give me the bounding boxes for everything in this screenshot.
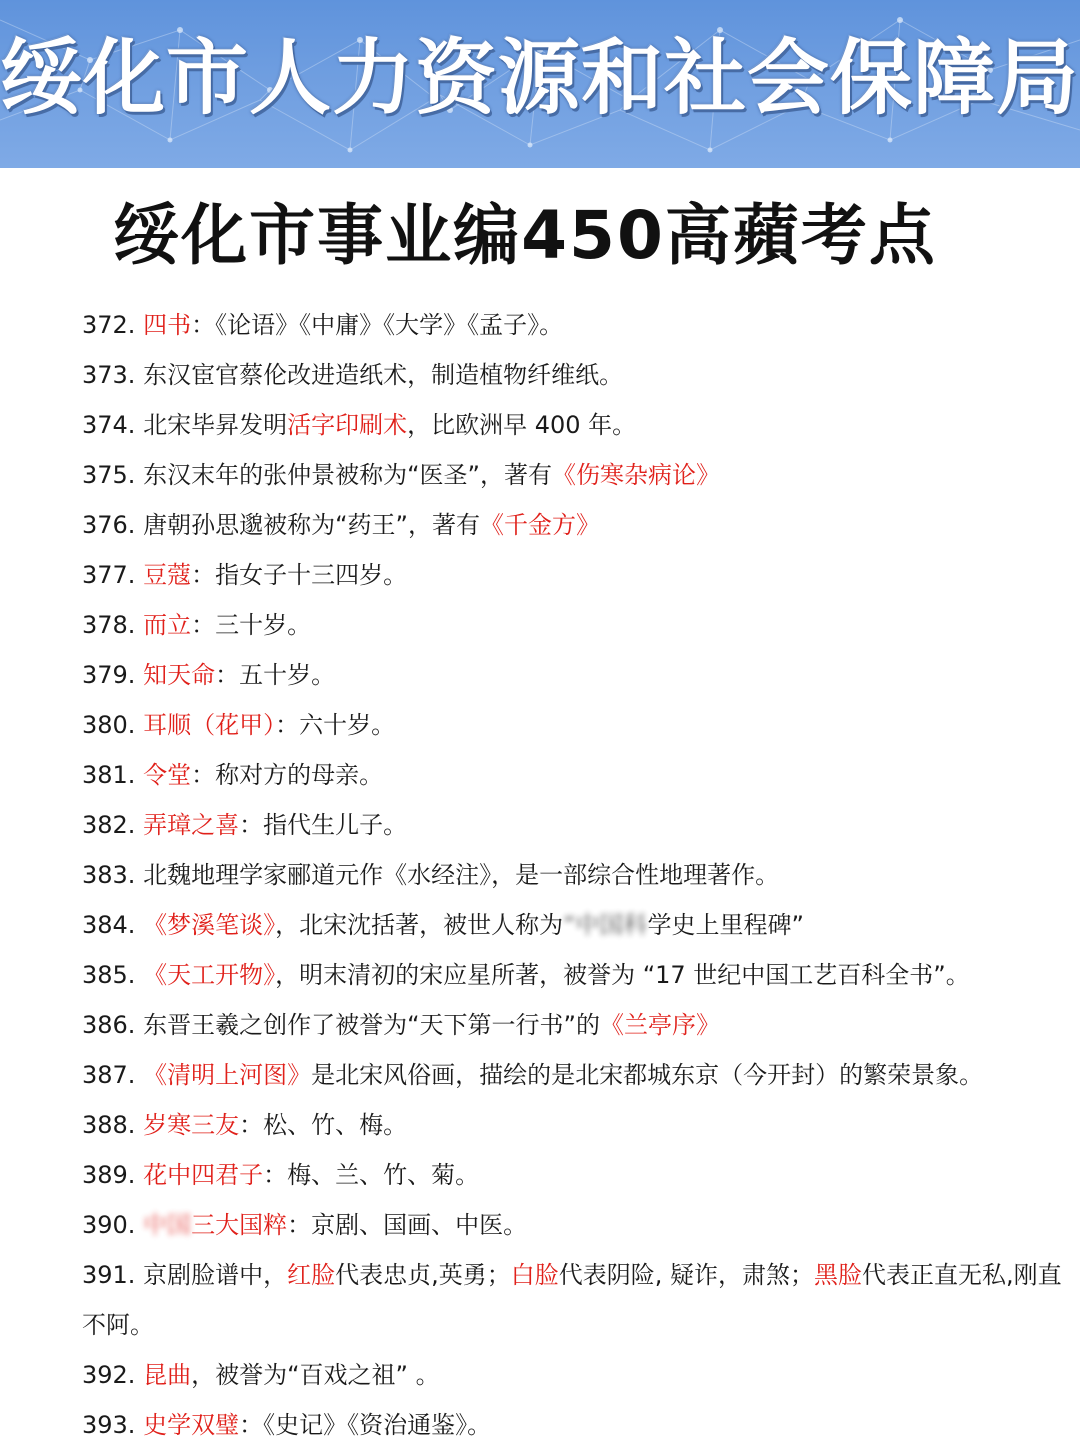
highlighted-term: 令堂 xyxy=(143,761,192,789)
highlighted-term: 弄璋之喜 xyxy=(143,811,240,839)
item-text: ，北宋沈括著，被世人称为 xyxy=(275,911,564,939)
highlighted-term: 《千金方》 xyxy=(479,511,600,539)
list-item xyxy=(82,600,1080,650)
item-number: 385. xyxy=(82,961,144,989)
list-item xyxy=(82,1200,1080,1250)
item-text: 是北宋风俗画，描绘的是北宋都城东京（今开封）的繁荣景象。 xyxy=(311,1061,984,1089)
highlighted-term: 白脸 xyxy=(510,1261,559,1289)
item-text: 北魏地理学家郦道元作《水经注》，是一部综合性地理著作。 xyxy=(143,861,780,889)
item-text: 东汉末年的张仲景被称为“医圣”，著有 xyxy=(143,461,552,489)
list-item xyxy=(82,700,1080,750)
item-number: 391. xyxy=(82,1261,144,1289)
item-number: 379. xyxy=(82,661,144,689)
highlighted-term: 史学双璧 xyxy=(143,1411,240,1439)
highlighted-term: 花中四君子 xyxy=(143,1161,264,1189)
item-number: 375. xyxy=(82,461,144,489)
list-item xyxy=(82,1050,1080,1100)
list-item xyxy=(82,900,1080,950)
item-number: 381. xyxy=(82,761,144,789)
item-text: 代表忠贞,英勇； xyxy=(335,1261,511,1289)
item-text: ：京剧、国画、中医。 xyxy=(287,1211,528,1239)
highlighted-term: 昆曲 xyxy=(143,1361,192,1389)
item-number: 390. xyxy=(82,1211,144,1239)
list-item xyxy=(82,450,1080,500)
item-number: 376. xyxy=(82,511,144,539)
item-number: 393. xyxy=(82,1411,144,1439)
item-text: ：称对方的母亲。 xyxy=(191,761,384,789)
item-number: 383. xyxy=(82,861,144,889)
item-text: 代表阴险, 疑诈，肃煞； xyxy=(558,1261,814,1289)
list-item xyxy=(82,950,1080,1000)
item-text: ：《史记》《资治通鉴》。 xyxy=(239,1411,492,1439)
item-text: 东汉宦官蔡伦改进造纸术，制造植物纤维纸。 xyxy=(143,361,624,389)
highlighted-term: 《梦溪笔谈》 xyxy=(143,911,276,939)
item-number: 378. xyxy=(82,611,144,639)
list-item xyxy=(82,1250,1080,1350)
item-text: ：《论语》《中庸》《大学》《孟子》。 xyxy=(191,311,564,339)
item-number: 388. xyxy=(82,1111,144,1139)
list-item xyxy=(82,750,1080,800)
highlighted-term: 红脸 xyxy=(287,1261,336,1289)
item-text: 代表正直无私,刚直不阿。 xyxy=(82,1261,1062,1339)
item-text: ，明末清初的宋应星所著，被誉为 “17 世纪中国工艺百科全书”。 xyxy=(275,961,970,989)
item-number: 389. xyxy=(82,1161,144,1189)
highlighted-term: 三大国粹 xyxy=(191,1211,288,1239)
list-item xyxy=(82,1150,1080,1200)
item-number: 386. xyxy=(82,1011,144,1039)
item-text: “中国科 xyxy=(563,911,648,939)
item-number: 382. xyxy=(82,811,144,839)
highlighted-term: 《伤寒杂病论》 xyxy=(551,461,720,489)
item-text: 唐朝孙思邈被称为“药王”，著有 xyxy=(143,511,480,539)
list-item xyxy=(82,500,1080,550)
list-item xyxy=(82,400,1080,450)
list-item xyxy=(82,800,1080,850)
highlighted-term: 豆蔻 xyxy=(143,561,192,589)
highlighted-term: 四书 xyxy=(143,311,192,339)
item-number: 372. xyxy=(82,311,144,339)
item-number: 374. xyxy=(82,411,144,439)
item-text: ：指女子十三四岁。 xyxy=(191,561,408,589)
item-text: ：指代生儿子。 xyxy=(239,811,408,839)
highlighted-term: 耳顺（花甲） xyxy=(143,711,276,739)
banner-title: 绥化市人力资源和社会保障局 xyxy=(0,31,1080,126)
item-number: 384. xyxy=(82,911,144,939)
item-text: ：三十岁。 xyxy=(191,611,312,639)
highlighted-term: 《兰亭序》 xyxy=(599,1011,720,1039)
list-item xyxy=(82,850,1080,900)
highlighted-term: 《清明上河图》 xyxy=(143,1061,312,1089)
item-number: 392. xyxy=(82,1361,144,1389)
item-text: 学史上里程碑” xyxy=(647,911,804,939)
list-item xyxy=(82,300,1080,350)
item-text: 京剧脸谱中， xyxy=(143,1261,288,1289)
list-item xyxy=(82,550,1080,600)
item-text: ：六十岁。 xyxy=(275,711,396,739)
highlighted-term: 知天命 xyxy=(143,661,216,689)
list-item xyxy=(82,350,1080,400)
list-item xyxy=(82,1000,1080,1050)
item-text: 东晋王羲之创作了被誉为“天下第一行书”的 xyxy=(143,1011,600,1039)
list-item xyxy=(82,1400,1080,1450)
item-number: 373. xyxy=(82,361,144,389)
list-item xyxy=(82,1100,1080,1150)
highlighted-term: 活字印刷术 xyxy=(287,411,408,439)
item-number: 377. xyxy=(82,561,144,589)
item-text: ：五十岁。 xyxy=(215,661,336,689)
item-text: ，被誉为“百戏之祖” 。 xyxy=(191,1361,440,1389)
item-number: 387. xyxy=(82,1061,144,1089)
knowledge-point-list xyxy=(82,300,1080,1450)
highlighted-term: 《天工开物》 xyxy=(143,961,276,989)
list-item xyxy=(82,650,1080,700)
item-text: ，比欧洲早 400 年。 xyxy=(407,411,637,439)
list-item xyxy=(82,1350,1080,1400)
item-text: ：松、竹、梅。 xyxy=(239,1111,408,1139)
highlighted-term: 中国 xyxy=(143,1211,192,1239)
highlighted-term: 岁寒三友 xyxy=(143,1111,240,1139)
highlighted-term: 而立 xyxy=(143,611,192,639)
header-banner xyxy=(0,0,1080,168)
item-text: 北宋毕昇发明 xyxy=(143,411,288,439)
page-title: 绥化市事业编450高蘋考点 xyxy=(113,197,937,274)
item-number: 380. xyxy=(82,711,144,739)
item-text: ：梅、兰、竹、菊。 xyxy=(263,1161,480,1189)
highlighted-term: 黑脸 xyxy=(813,1261,862,1289)
